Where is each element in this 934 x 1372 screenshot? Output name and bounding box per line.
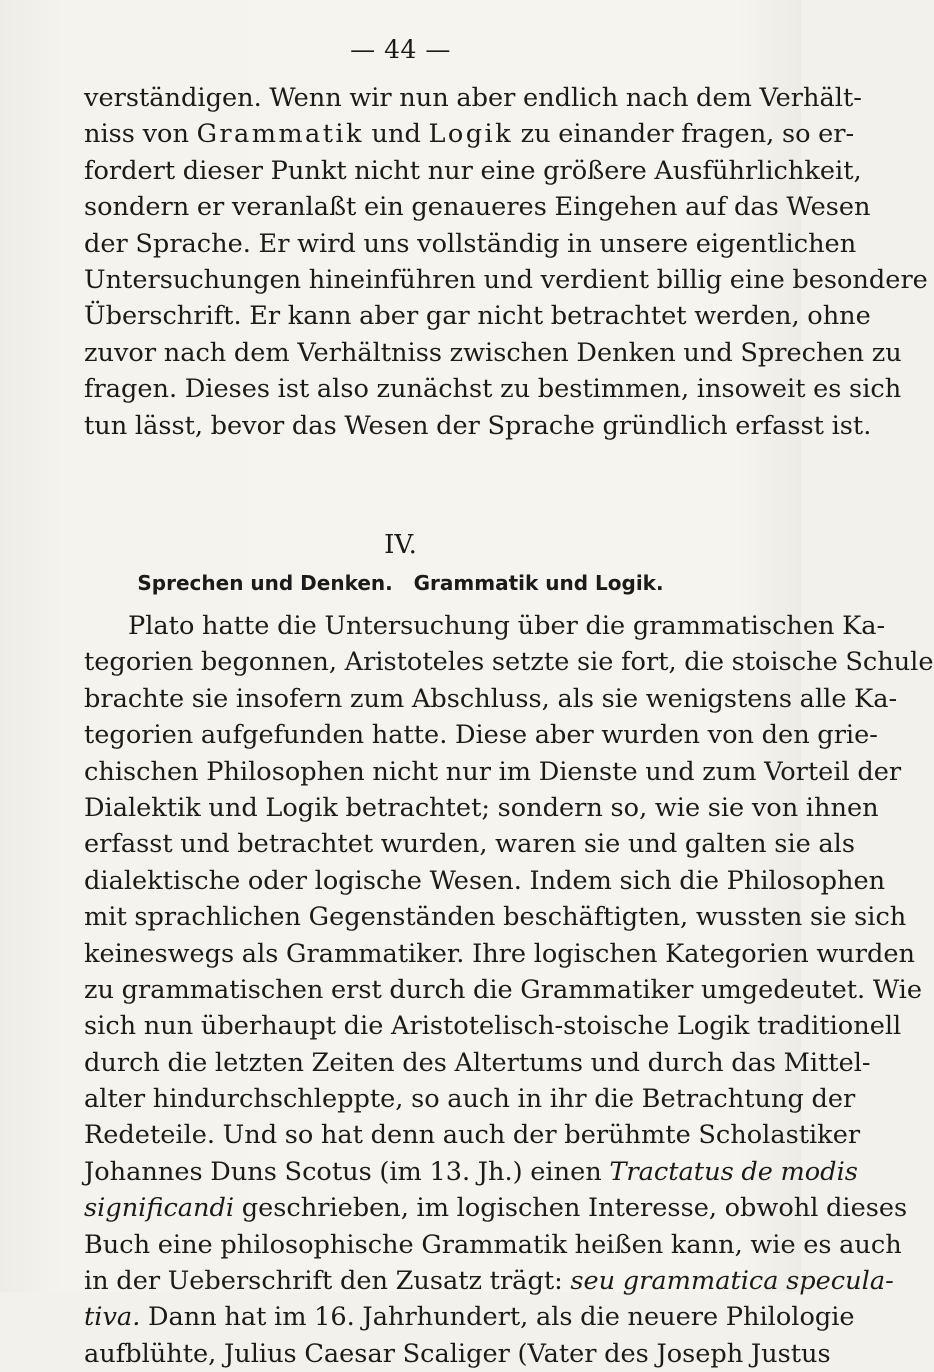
italic-term: tiva. <box>84 1302 141 1333</box>
text-line: zuvor nach dem Verhältniss zwischen Denken und Sprechen zu <box>84 337 902 368</box>
text-line: Überschrift. Er kann aber gar nicht betrachtet werden, ohne <box>84 301 871 332</box>
text-line: Dialektik und Logik betrachtet; sondern so, wie sie von ihnen <box>84 792 879 823</box>
text-line: Untersuchungen hineinführen und verdient billig eine besondere <box>84 264 928 295</box>
text-line: fordert dieser Punkt nicht nur eine größere Ausführlichkeit, <box>84 155 862 186</box>
section-title-text: Sprechen und Denken. Grammatik und Logik. <box>137 571 664 595</box>
text-line: Buch eine philosophische Grammatik heißen kann, wie es auch <box>84 1229 902 1260</box>
text-line: der Sprache. Er wird uns vollständig in unsere eigentlichen <box>84 228 857 259</box>
text-line: mit sprachlichen Gegenständen beschäftigten, wussten sie sich <box>84 902 907 933</box>
text-line: aufblühte, Julius Caesar Scaliger (Vater des Joseph Justus <box>84 1338 831 1369</box>
section-number: IV. <box>384 530 417 560</box>
section-title <box>0 569 801 597</box>
text-line: fragen. Dieses ist also zunächst zu bestimmen, insoweit es sich <box>84 374 902 405</box>
paragraph-section-body <box>84 608 934 1372</box>
spaced-term: Grammatik <box>196 119 364 150</box>
text-line: in der Ueberschrift den Zusatz trägt: seu grammatica specula- <box>84 1266 894 1297</box>
text-line: sich nun überhaupt die Aristotelisch-stoische Logik traditionell <box>84 1011 902 1042</box>
text-line: keineswegs als Grammatiker. Ihre logischen Kategorien wurden <box>84 938 915 969</box>
page-number: — 44 — <box>350 35 451 64</box>
text-line: tegorien aufgefunden hatte. Diese aber wurden von den grie- <box>84 720 878 751</box>
italic-term: Tractatus de modis <box>609 1156 858 1187</box>
text-line: tegorien begonnen, Aristoteles setzte sie fort, die stoische Schule <box>84 647 934 678</box>
text-line: tiva. Dann hat im 16. Jahrhundert, als die neuere Philologie <box>84 1302 855 1333</box>
text-line: Redeteile. Und so hat denn auch der berühmte Scholastiker <box>84 1120 861 1151</box>
text-line: sondern er veranlaßt ein genaueres Eingehen auf das Wesen <box>84 192 871 223</box>
text-line: Johannes Duns Scotus (im 13. Jh.) einen Tractatus de modis <box>84 1156 858 1187</box>
text-line: significandi geschrieben, im logischen Interesse, obwohl dieses <box>84 1193 908 1224</box>
text-line: chischen Philosophen nicht nur im Dienste und zum Vorteil der <box>84 756 902 787</box>
text-line: niss von Grammatik und Logik zu einander fragen, so er- <box>84 119 855 150</box>
text-line: Plato hatte die Untersuchung über die grammatischen Ka- <box>128 611 886 641</box>
text-line: tun lässt, bevor das Wesen der Sprache gründlich erfasst ist. <box>84 410 872 441</box>
text-line: verständigen. Wenn wir nun aber endlich nach dem Verhält- <box>84 83 862 113</box>
paragraph-continuation <box>84 80 928 444</box>
text-line: alter hindurchschleppte, so auch in ihr die Betrachtung der <box>84 1084 856 1115</box>
text-line: zu grammatischen erst durch die Grammatiker umgedeutet. Wie <box>84 974 923 1005</box>
text-line: dialektische oder logische Wesen. Indem sich die Philosophen <box>84 865 886 896</box>
spaced-term: Logik <box>428 119 513 150</box>
text-line: erfasst und betrachtet wurden, waren sie und galten sie als <box>84 829 855 860</box>
italic-term: significandi <box>84 1193 235 1224</box>
text-line: durch die letzten Zeiten des Altertums und durch das Mittel- <box>84 1047 871 1078</box>
text-line: brachte sie insofern zum Abschluss, als sie wenigstens alle Ka- <box>84 683 898 714</box>
italic-term: seu grammatica specula- <box>570 1266 894 1297</box>
